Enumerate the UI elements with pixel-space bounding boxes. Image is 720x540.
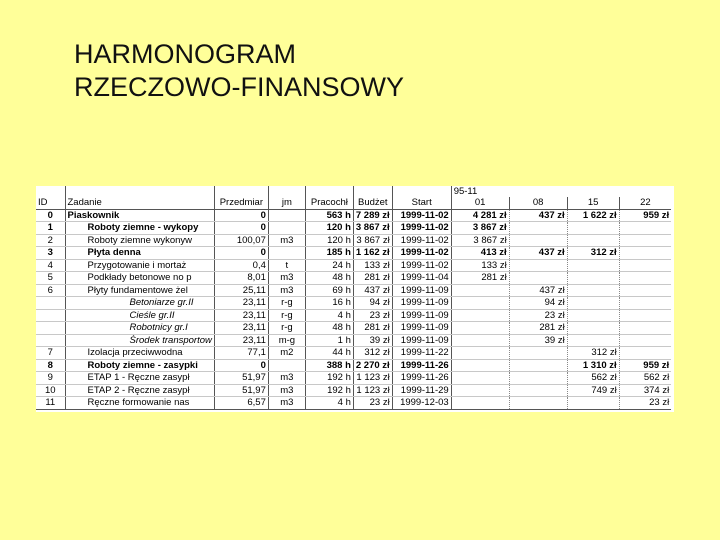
cell-measure: 51,97 — [214, 372, 268, 385]
cell-week-3: 749 zł — [567, 384, 619, 397]
cell-task: Płyta denna — [65, 247, 214, 260]
cell-week-2 — [509, 372, 567, 385]
cell-unit: m3 — [268, 284, 305, 297]
cell-budget: 1 162 zł — [353, 247, 392, 260]
slide-title — [74, 38, 404, 104]
cell-week-3 — [567, 397, 619, 410]
table-row — [36, 234, 671, 247]
cell-unit: m3 — [268, 384, 305, 397]
cell-week-1: 4 281 zł — [451, 209, 509, 222]
cell-measure: 0 — [214, 222, 268, 235]
cell-start: 1999-11-29 — [392, 384, 451, 397]
table-row — [36, 334, 671, 347]
cell-id — [36, 297, 65, 310]
cell-labor: 192 h — [305, 384, 353, 397]
cell-week-4 — [619, 272, 671, 285]
cell-week-3: 1 310 zł — [567, 359, 619, 372]
cell-measure: 23,11 — [214, 322, 268, 335]
cell-week-2 — [509, 222, 567, 235]
col-week-2: 08 — [509, 197, 567, 209]
cell-id: 2 — [36, 234, 65, 247]
cell-start: 1999-11-09 — [392, 334, 451, 347]
cell-start: 1999-11-09 — [392, 309, 451, 322]
cell-measure: 23,11 — [214, 334, 268, 347]
title-line-2: RZECZOWO-FINANSOWY — [74, 72, 404, 102]
table-row — [36, 359, 671, 372]
table-body — [36, 209, 671, 409]
cell-week-1 — [451, 284, 509, 297]
cell-task: Podkłady betonowe no p — [65, 272, 214, 285]
cell-id: 5 — [36, 272, 65, 285]
cell-start: 1999-11-02 — [392, 222, 451, 235]
cell-budget: 39 zł — [353, 334, 392, 347]
table-row — [36, 322, 671, 335]
cell-labor: 44 h — [305, 347, 353, 360]
cell-week-2: 281 zł — [509, 322, 567, 335]
col-start: Start — [392, 197, 451, 209]
cell-task: Płyty fundamentowe żel — [65, 284, 214, 297]
cell-id: 11 — [36, 397, 65, 410]
cell-start: 1999-11-26 — [392, 359, 451, 372]
cell-measure: 23,11 — [214, 309, 268, 322]
cell-budget: 281 zł — [353, 322, 392, 335]
cell-budget: 1 123 zł — [353, 372, 392, 385]
cell-unit: m-g — [268, 334, 305, 347]
cell-task: Środek transportow — [65, 334, 214, 347]
cell-week-1 — [451, 397, 509, 410]
cell-week-3 — [567, 259, 619, 272]
table-row — [36, 209, 671, 222]
cell-id: 7 — [36, 347, 65, 360]
col-week-4: 22 — [619, 197, 671, 209]
cell-week-1 — [451, 334, 509, 347]
cell-week-1 — [451, 359, 509, 372]
cell-budget: 7 289 zł — [353, 209, 392, 222]
cell-week-2: 23 zł — [509, 309, 567, 322]
col-labor: Pracochł — [305, 197, 353, 209]
cell-week-1: 413 zł — [451, 247, 509, 260]
cell-budget: 437 zł — [353, 284, 392, 297]
cell-week-2: 437 zł — [509, 284, 567, 297]
cell-week-4 — [619, 222, 671, 235]
col-week-3: 15 — [567, 197, 619, 209]
cell-task: Przygotowanie i mortaż — [65, 259, 214, 272]
cell-measure: 0 — [214, 209, 268, 222]
cell-week-4: 23 zł — [619, 397, 671, 410]
cell-week-3 — [567, 297, 619, 310]
cell-id: 8 — [36, 359, 65, 372]
cell-start: 1999-11-02 — [392, 209, 451, 222]
cell-start: 1999-11-09 — [392, 284, 451, 297]
cell-unit: r-g — [268, 297, 305, 310]
cell-week-2 — [509, 359, 567, 372]
cell-unit: m3 — [268, 272, 305, 285]
cell-week-1 — [451, 297, 509, 310]
cell-labor: 563 h — [305, 209, 353, 222]
cell-task: Betoniarze gr.II — [65, 297, 214, 310]
cell-budget: 3 867 zł — [353, 234, 392, 247]
cell-week-2: 39 zł — [509, 334, 567, 347]
cell-measure: 0 — [214, 247, 268, 260]
cell-task: Cieśle gr.II — [65, 309, 214, 322]
schedule-sheet — [36, 186, 674, 412]
cell-measure: 6,57 — [214, 397, 268, 410]
cell-task: Roboty ziemne - wykopy — [65, 222, 214, 235]
table-row — [36, 309, 671, 322]
cell-id: 4 — [36, 259, 65, 272]
cell-task: ETAP 2 - Ręczne zasypł — [65, 384, 214, 397]
cell-week-4 — [619, 309, 671, 322]
cell-unit: m2 — [268, 347, 305, 360]
cell-week-2 — [509, 234, 567, 247]
cell-week-4: 959 zł — [619, 359, 671, 372]
cell-budget: 23 zł — [353, 309, 392, 322]
cell-id: 10 — [36, 384, 65, 397]
table-row — [36, 222, 671, 235]
cell-id: 0 — [36, 209, 65, 222]
cell-measure: 77,1 — [214, 347, 268, 360]
cell-week-3 — [567, 322, 619, 335]
cell-week-2: 94 zł — [509, 297, 567, 310]
cell-start: 1999-11-02 — [392, 234, 451, 247]
cell-week-4 — [619, 259, 671, 272]
cell-task: Robotnicy gr.I — [65, 322, 214, 335]
cell-unit — [268, 247, 305, 260]
cell-task: Piaskownik — [65, 209, 214, 222]
col-unit: jm — [268, 197, 305, 209]
cell-week-1: 3 867 zł — [451, 234, 509, 247]
cell-budget: 3 867 zł — [353, 222, 392, 235]
table-row — [36, 272, 671, 285]
cell-id: 3 — [36, 247, 65, 260]
cell-budget: 312 zł — [353, 347, 392, 360]
cell-labor: 192 h — [305, 372, 353, 385]
cell-id — [36, 309, 65, 322]
col-measure: Przedmiar — [214, 197, 268, 209]
cell-labor: 185 h — [305, 247, 353, 260]
cell-week-1: 3 867 zł — [451, 222, 509, 235]
cell-task: Izolacja przeciwwodna — [65, 347, 214, 360]
table-row — [36, 297, 671, 310]
cell-start: 1999-12-03 — [392, 397, 451, 410]
col-task: Zadanie — [65, 197, 214, 209]
cell-measure: 51,97 — [214, 384, 268, 397]
cell-week-3 — [567, 334, 619, 347]
cell-budget: 281 zł — [353, 272, 392, 285]
cell-week-2 — [509, 272, 567, 285]
cell-id: 9 — [36, 372, 65, 385]
cell-week-3: 312 zł — [567, 247, 619, 260]
cell-budget: 2 270 zł — [353, 359, 392, 372]
cell-labor: 4 h — [305, 309, 353, 322]
cell-week-3 — [567, 284, 619, 297]
table-row — [36, 259, 671, 272]
cell-week-3 — [567, 272, 619, 285]
cell-week-2 — [509, 259, 567, 272]
cell-labor: 4 h — [305, 397, 353, 410]
table-row — [36, 284, 671, 297]
table-row — [36, 372, 671, 385]
cell-measure: 8,01 — [214, 272, 268, 285]
cell-labor: 1 h — [305, 334, 353, 347]
cell-labor: 24 h — [305, 259, 353, 272]
cell-start: 1999-11-02 — [392, 259, 451, 272]
col-budget: Budżet — [353, 197, 392, 209]
cell-unit: m3 — [268, 372, 305, 385]
cell-budget: 94 zł — [353, 297, 392, 310]
cell-week-3: 1 622 zł — [567, 209, 619, 222]
cell-labor: 120 h — [305, 222, 353, 235]
cell-labor: 48 h — [305, 322, 353, 335]
cell-measure: 0 — [214, 359, 268, 372]
cell-budget: 1 123 zł — [353, 384, 392, 397]
cell-unit — [268, 359, 305, 372]
cell-unit: m3 — [268, 397, 305, 410]
cell-budget: 23 zł — [353, 397, 392, 410]
cell-labor: 48 h — [305, 272, 353, 285]
cell-id: 6 — [36, 284, 65, 297]
cell-week-1 — [451, 347, 509, 360]
cell-start: 1999-11-22 — [392, 347, 451, 360]
table-row — [36, 347, 671, 360]
cell-week-3 — [567, 309, 619, 322]
cell-week-3 — [567, 234, 619, 247]
table-row — [36, 397, 671, 410]
cell-budget: 133 zł — [353, 259, 392, 272]
cell-week-4 — [619, 334, 671, 347]
cell-start: 1999-11-02 — [392, 247, 451, 260]
cell-start: 1999-11-26 — [392, 372, 451, 385]
cell-week-4 — [619, 284, 671, 297]
cell-task: Roboty ziemne wykonyw — [65, 234, 214, 247]
cell-week-2: 437 zł — [509, 209, 567, 222]
cell-measure: 0,4 — [214, 259, 268, 272]
cell-week-3 — [567, 222, 619, 235]
cell-unit — [268, 222, 305, 235]
cell-start: 1999-11-09 — [392, 322, 451, 335]
cell-week-2 — [509, 384, 567, 397]
cell-week-4: 959 zł — [619, 209, 671, 222]
cell-week-3: 562 zł — [567, 372, 619, 385]
title-line-1: HARMONOGRAM — [74, 39, 296, 69]
cell-week-1 — [451, 322, 509, 335]
cell-id — [36, 322, 65, 335]
cell-week-4 — [619, 347, 671, 360]
cell-week-4 — [619, 247, 671, 260]
cell-measure: 100,07 — [214, 234, 268, 247]
cell-start: 1999-11-04 — [392, 272, 451, 285]
header-row — [36, 197, 671, 209]
cell-id — [36, 334, 65, 347]
cell-week-1 — [451, 309, 509, 322]
cell-week-1 — [451, 372, 509, 385]
cell-measure: 25,11 — [214, 284, 268, 297]
cell-labor: 16 h — [305, 297, 353, 310]
cell-start: 1999-11-09 — [392, 297, 451, 310]
cell-unit: r-g — [268, 322, 305, 335]
cell-unit: r-g — [268, 309, 305, 322]
cell-week-2: 437 zł — [509, 247, 567, 260]
cell-unit: t — [268, 259, 305, 272]
header-group-row — [36, 186, 671, 197]
cell-task: Roboty ziemne - zasypki — [65, 359, 214, 372]
schedule-table — [36, 186, 671, 410]
week-group-header: 95-11 — [453, 186, 478, 197]
cell-task: Ręczne formowanie nas — [65, 397, 214, 410]
cell-measure: 23,11 — [214, 297, 268, 310]
cell-week-4: 374 zł — [619, 384, 671, 397]
cell-week-4: 562 zł — [619, 372, 671, 385]
cell-week-1: 281 zł — [451, 272, 509, 285]
cell-week-4 — [619, 297, 671, 310]
cell-unit: m3 — [268, 234, 305, 247]
cell-week-4 — [619, 234, 671, 247]
cell-task: ETAP 1 - Ręczne zasypł — [65, 372, 214, 385]
cell-labor: 69 h — [305, 284, 353, 297]
table-row — [36, 384, 671, 397]
cell-week-2 — [509, 347, 567, 360]
cell-week-4 — [619, 322, 671, 335]
cell-week-1 — [451, 384, 509, 397]
cell-week-3: 312 zł — [567, 347, 619, 360]
col-week-1: 01 — [451, 197, 509, 209]
cell-labor: 388 h — [305, 359, 353, 372]
cell-labor: 120 h — [305, 234, 353, 247]
cell-week-1: 133 zł — [451, 259, 509, 272]
col-id: ID — [36, 197, 65, 209]
table-row — [36, 247, 671, 260]
cell-id: 1 — [36, 222, 65, 235]
cell-unit — [268, 209, 305, 222]
cell-week-2 — [509, 397, 567, 410]
